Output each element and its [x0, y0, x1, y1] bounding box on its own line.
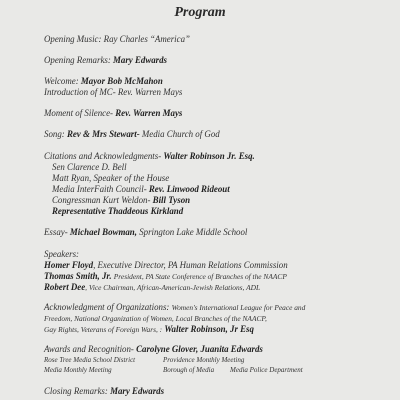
speaker-name: Homer Floyd [44, 260, 94, 270]
welcome-line [44, 76, 163, 87]
award-recipient: Media Monthly Meeting [44, 366, 112, 374]
welcome-speaker: Mayor Bob McMahon [80, 76, 163, 86]
citation-item-label: Congressman Kurt Weldon- [52, 195, 151, 205]
essay-label: Essay- [44, 227, 68, 237]
opening-remarks-speaker: Mary Edwards [113, 55, 168, 65]
speaker-desc: , Executive Director, PA Human Relations Commission [93, 260, 288, 270]
speaker-desc: President, PA State Conference of Branches of the NAACP [113, 272, 287, 281]
essay-line [44, 227, 247, 238]
citation-item-speaker: Bill Tyson [152, 195, 191, 205]
citation-item-speaker: Rev. Linwood Rideout [148, 184, 230, 194]
speaker-item [44, 282, 260, 293]
award-recipient: Providence Monthly Meeting [163, 356, 245, 364]
speaker-name: Thomas Smith, Jr. [44, 271, 112, 281]
closing-label: Closing Remarks: [44, 386, 108, 396]
awards-line [44, 344, 263, 355]
opening-remarks-line [44, 55, 167, 66]
song-church: Media Church of God [141, 129, 220, 139]
moment-label: Moment of Silence- [44, 108, 114, 118]
acknowledgment-presenter: Walter Robinson, Jr Esq [164, 324, 254, 334]
song-performers: Rev & Mrs Stewart- [66, 129, 140, 139]
acknowledgment-orgs-1: Women's International League for Peace and [171, 303, 306, 312]
citations-label: Citations and Acknowledgments- [44, 151, 162, 161]
introduction-line: Introduction of MC- Rev. Warren Mays [44, 87, 183, 97]
acknowledgment-orgs-3 [44, 324, 254, 335]
awards-presenters: Carolyne Glover, Juanita Edwards [136, 344, 263, 354]
citation-item: Representative Thaddeous Kirkland [52, 206, 184, 216]
acknowledgment-line [44, 302, 305, 313]
citation-item [52, 184, 230, 195]
citation-item [52, 195, 190, 206]
opening-music-label: Opening Music: [44, 34, 102, 44]
song-label: Song: [44, 129, 65, 139]
citations-line [44, 151, 255, 162]
award-recipient: Media Police Department [230, 366, 303, 374]
closing-speaker: Mary Edwards [110, 386, 165, 396]
acknowledgment-label: Acknowledgment of Organizations: [44, 302, 170, 312]
speaker-item [44, 271, 287, 282]
song-line [44, 129, 220, 140]
award-recipient: Borough of Media [163, 366, 215, 374]
citations-presenter: Walter Robinson Jr. Esq. [163, 151, 255, 161]
opening-music-value: Ray Charles “America” [103, 34, 190, 44]
moment-of-silence-line [44, 108, 182, 119]
opening-music-line [44, 34, 190, 45]
essay-school: Springton Lake Middle School [139, 227, 248, 237]
moment-speaker: Rev. Warren Mays [115, 108, 183, 118]
speaker-name: Robert Dee [44, 282, 86, 292]
welcome-label: Welcome: [44, 76, 79, 86]
citation-item-label: Media InterFaith Council- [52, 184, 147, 194]
citation-item: Sen Clarence D. Bell [52, 162, 127, 172]
essay-author: Michael Bowman, [69, 227, 137, 237]
acknowledgment-orgs-2: Freedom, National Organization of Women, Local Branches of the NAACP, [44, 314, 267, 323]
awards-label: Awards and Recognition- [44, 344, 134, 354]
speaker-desc: , Vice Chairman, African-American-Jewish Relations, ADL [85, 283, 261, 292]
speaker-item [44, 260, 288, 271]
speakers-heading: Speakers: [44, 249, 79, 259]
page-title: Program [174, 5, 226, 20]
citation-item: Matt Ryan, Speaker of the House [52, 173, 170, 183]
acknowledgment-orgs-3-text: Gay Rights, Veterans of Foreign Wars, : [44, 325, 163, 334]
opening-remarks-label: Opening Remarks: [44, 55, 111, 65]
closing-remarks-line [44, 386, 164, 397]
award-recipient: Rose Tree Media School District [44, 356, 136, 364]
